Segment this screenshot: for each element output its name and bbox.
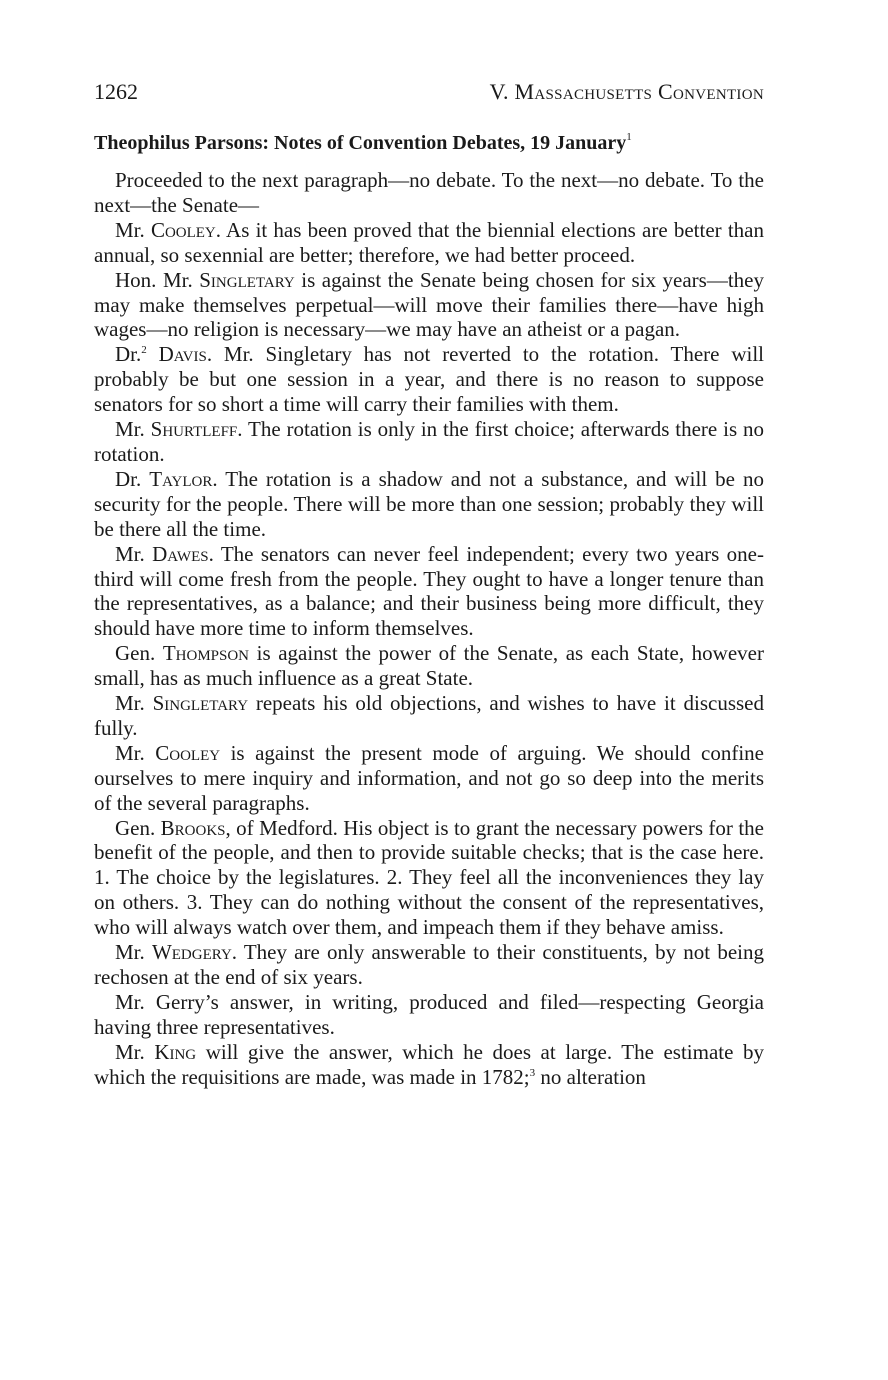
paragraph [94,467,764,542]
speaker-name: Singletary [199,267,295,292]
document-title [94,130,764,156]
paragraph-text: Mr. Gerry’s answer, in writing, produced and filed—respecting Georgia having three representatives. [94,989,764,1039]
title-text: Theophilus Parsons: Notes of Convention Debates, 19 January [94,132,627,154]
speaker-title: Mr. [115,940,152,965]
speaker-title: Hon. Mr. [115,267,200,292]
speaker-title: Gen. [115,815,161,840]
footnote-ref: 2 [141,344,147,357]
speaker-title: Mr. [115,691,153,716]
paragraph [94,816,764,941]
paragraph-text: Proceeded to the next paragraph—no debate. To the next—no debate. To the next—the Senate— [94,168,764,217]
spacer-text [147,342,159,366]
speaker-title: Mr. [115,217,151,242]
paragraph-text: will give the answer, which he does at large. The estimate by which the requisitions are made, was made in 1782; [94,1039,764,1089]
paragraph-text: , of Medford. His object is to grant the necessary powers for the benefit of the people, and then to provide suitable checks; that is the case here. 1. The choice by the legislatures. 2. They feel all the inconveniences they lay on others. 3. They can do nothing without the consent of the representatives, who will always watch over them, and impeach them if they behave amiss. [94,815,764,940]
paragraph-text: . The rotation is a shadow and not a substance, and will be no security for the people. There will be more than one session; probably they will be there all the time. [94,466,764,541]
running-head: V. Massachusetts Convention [489,79,764,104]
paragraph-text: is against the Senate being chosen for six years—they may make themselves perpetual—will move their families there—have high wages—no religion is necessary—we may have an atheist or a pagan. [94,267,764,342]
speaker-title: Dr. [115,466,150,491]
speaker-name: Taylor [149,466,213,491]
speaker-title: Mr. [115,740,156,765]
footnote-ref: 3 [529,1066,536,1079]
speaker-title: Mr. [115,1039,155,1064]
paragraph-text: . The senators can never feel independent; every two years one-third will come fresh from the people. They ought to have a longer tenure than the representatives, as a balance; and their business being more difficult, they should have more time to inform themselves. [94,541,764,641]
paragraph [94,741,764,816]
paragraph-text: is against the present mode of arguing. We should confine ourselves to mere inquiry and information, and not go so deep into the merits of the several paragraphs. [94,740,764,815]
paragraph-text: . As it has been proved that the biennial elections are better than annual, so sexennial are better; therefore, we had better proceed. [94,217,764,267]
paragraph-text: is against the power of the Senate, as each State, however small, has as much influence as a great State. [94,641,764,691]
paragraph [94,990,764,1040]
paragraph [94,268,764,343]
paragraph [94,417,764,467]
body-text [94,168,764,1090]
paragraph [94,168,764,218]
speaker-name: King [154,1039,197,1064]
paragraph [94,641,764,691]
speaker-title: Gen. [115,641,163,666]
paragraph [94,542,764,642]
paragraph [94,940,764,990]
paragraph [94,218,764,268]
speaker-name: Brooks [160,815,226,840]
page-number: 1262 [94,79,138,104]
paragraph [94,1040,764,1090]
speaker-name: Shurtleff [150,417,238,442]
speaker-name: Davis [158,342,207,367]
footnote-ref: 1 [626,131,632,143]
paragraph-text: repeats his old objections, and wishes to have it discussed fully. [94,691,764,740]
paragraph-text: . Mr. Singletary has not reverted to the rotation. There will probably be but one session in a year, and there is no reason to suppose senators for so short a time will carry their families with them. [94,342,764,417]
paragraph [94,342,764,417]
speaker-name: Singletary [152,691,249,716]
speaker-name: Dawes [152,541,209,566]
speaker-name: Cooley [155,740,221,765]
speaker-title: Mr. [115,417,151,442]
speaker-name: Cooley [150,217,216,242]
paragraph-text: . They are only answerable to their constituents, by not being rechosen at the end of six years. [94,940,764,989]
speaker-title: Mr. [115,541,153,566]
speaker-title: Dr. [115,342,142,367]
speaker-name: Wedgery [151,940,232,965]
paragraph [94,691,764,741]
paragraph-text: no alteration [535,1064,646,1089]
speaker-name: Thompson [162,641,250,666]
paragraph-text: . The rotation is only in the first choice; afterwards there is no rotation. [94,417,764,466]
